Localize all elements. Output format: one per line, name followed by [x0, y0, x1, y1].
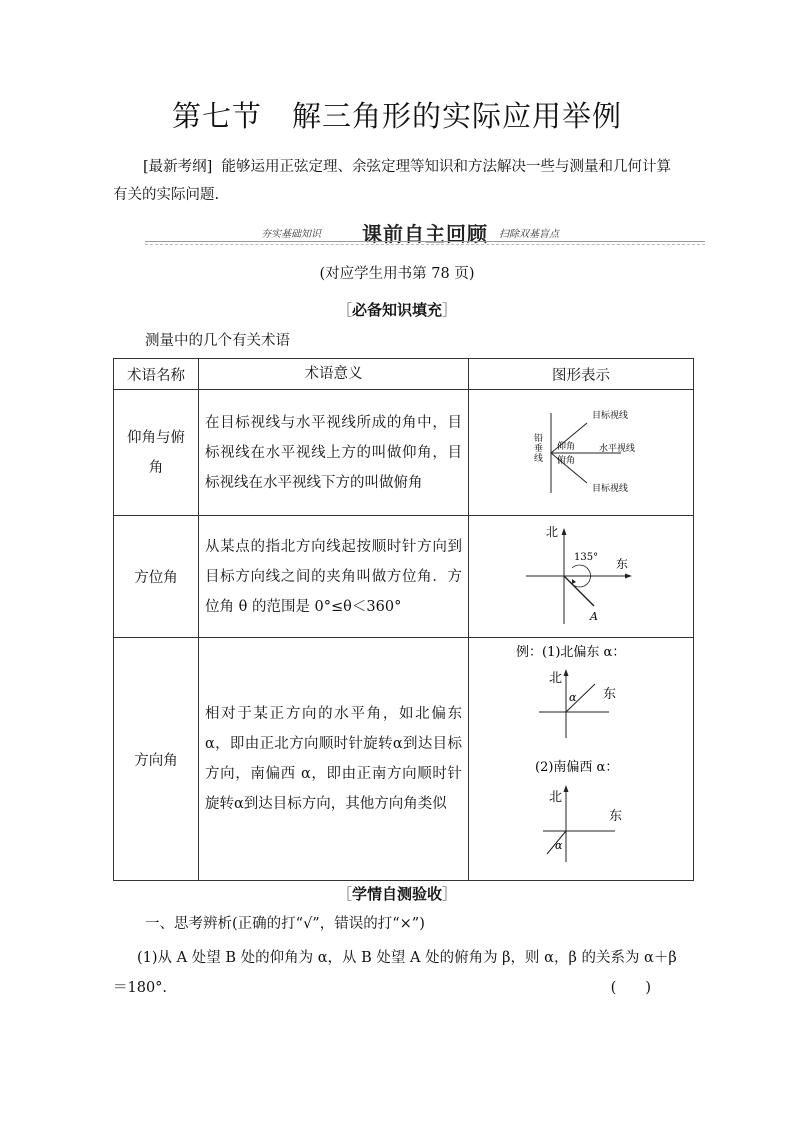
banner-rule-dashed: [145, 244, 705, 245]
section-heading-text: 学情自测验收: [351, 885, 442, 903]
example-1-label: 例：(1)北偏东 α：: [516, 645, 626, 660]
banner-left-text: 夯实基础知识: [261, 229, 321, 240]
term-meaning: [199, 516, 469, 638]
vertical-line-char: 垂: [534, 443, 544, 454]
term-meaning-text: 相对于某正方向的水平角，如北偏东 α，即由正北方向顺时针旋转α到达目标方向，南偏西 α，即由正南方向顺时针旋转α到达目标方向，其他方向角类似: [205, 706, 462, 812]
header-term-name: 术语名称: [114, 359, 199, 390]
subheading: 测量中的几个有关术语: [145, 333, 290, 349]
vertical-line-char: 铅: [534, 433, 544, 444]
banner-right-text: 扫除双基盲点: [499, 229, 559, 240]
elevation-label: 仰角: [557, 441, 576, 452]
east-label-2: 东: [609, 809, 623, 824]
north-label: 北: [546, 524, 559, 539]
question-section-title: 一、思考辨析(正确的打“√”，错误的打“×”): [145, 916, 425, 932]
horizontal-line-label: 水平视线: [599, 443, 636, 454]
target-line-1-label: 目标视线: [592, 410, 629, 421]
question-1-text: (1)从 A 处望 B 处的仰角为 α，从 B 处望 A 处的俯角为 β，则 α，β 的关系为 α＋β＝180°.: [113, 950, 677, 996]
section-heading-text: 必备知识填充: [351, 301, 442, 319]
depression-label: 俯角: [557, 455, 576, 466]
header-term-meaning: 术语意义: [199, 359, 469, 390]
elevation-depression-diagram: [521, 401, 641, 501]
north-label-1: 北: [549, 671, 563, 686]
figure-elevation-depression: [469, 390, 694, 516]
direction-angle-diagrams: [469, 638, 693, 876]
angle-label: 135°: [574, 551, 599, 563]
section-banner: [145, 216, 705, 246]
banner-title: 课前自主回顾: [362, 222, 488, 246]
answer-blank: ( ): [610, 980, 651, 996]
term-name-text: 仰角与俯角: [127, 429, 185, 476]
outline-text: 能够运用正弦定理、余弦定理等知识和方法解决一些与测量和几何计算有关的实际问题.: [113, 159, 672, 203]
page-title: [0, 94, 794, 135]
syllabus-outline: [113, 153, 683, 209]
table-row: [114, 516, 694, 638]
alpha-label-1: α: [569, 691, 577, 704]
term-name: 方位角: [114, 516, 199, 638]
terms-table: [113, 358, 694, 881]
east-label-1: 东: [603, 687, 617, 702]
term-meaning-text: 从某点的指北方向线起按顺时针方向到目标方向线之间的夹角叫做方位角．方位角 θ 的范围是 0°≤θ＜360°: [205, 538, 462, 615]
term-name: 方向角: [114, 638, 199, 881]
term-meaning: [199, 638, 469, 881]
term-meaning-text: 在目标视线与水平视线所成的角中，目标视线在水平视线上方的叫做仰角，目标视线在水平视线下方的叫做俯角: [205, 414, 462, 491]
banner-rule: [145, 241, 705, 242]
table-header-row: [114, 359, 694, 390]
section-heading-selftest: ［学情自测验收］: [336, 885, 458, 903]
vertical-line-label: [534, 432, 543, 464]
point-a-label: A: [590, 609, 598, 623]
figure-direction-angle: [469, 638, 694, 881]
vertical-line-char: 线: [534, 453, 544, 464]
figure-azimuth: [469, 516, 694, 638]
term-name: [114, 390, 199, 516]
north-label-2: 北: [549, 790, 563, 805]
book-reference: (对应学生用书第 78 页): [319, 266, 475, 282]
table-row: [114, 390, 694, 516]
title-text: 解三角形的实际应用举例: [292, 99, 623, 133]
question-1: [113, 943, 681, 1003]
title-section-number: 第七节: [171, 99, 262, 133]
section-heading-knowledge: ［必备知识填充］: [336, 301, 458, 319]
header-figure: 图形表示: [469, 359, 694, 390]
outline-tag: [最新考纲]: [143, 159, 213, 175]
alpha-label-2: α: [555, 839, 563, 852]
example-2-label: (2)南偏西 α：: [535, 760, 619, 775]
table-row: [114, 638, 694, 881]
target-line-2-label: 目标视线: [592, 483, 629, 494]
azimuth-diagram: [516, 520, 646, 630]
term-meaning: [199, 390, 469, 516]
east-label: 东: [616, 556, 629, 571]
